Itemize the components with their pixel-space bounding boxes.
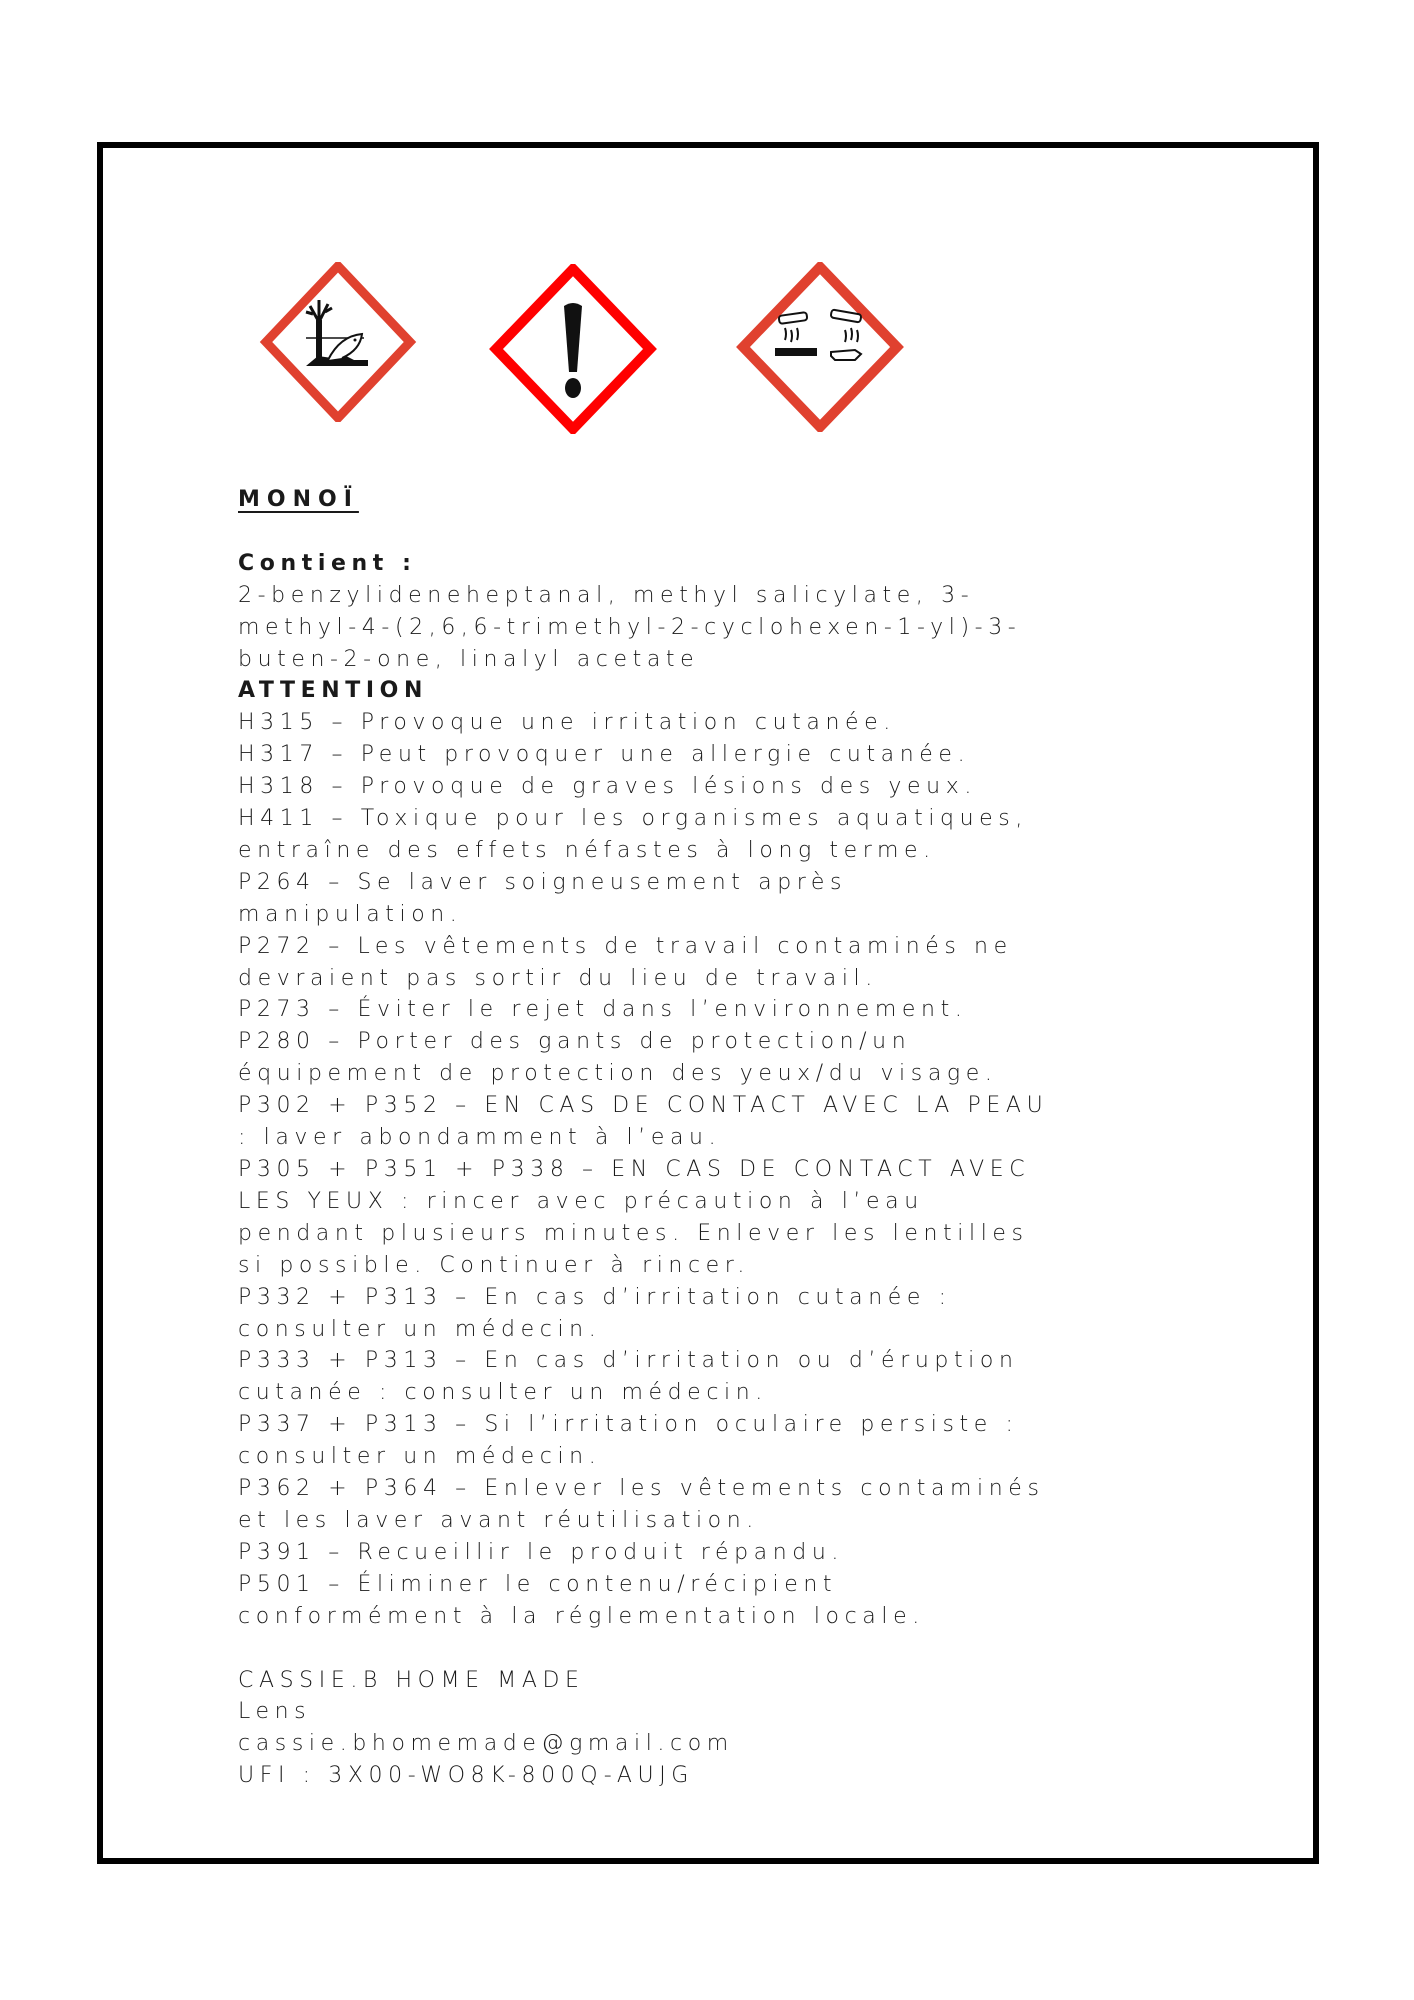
contains-heading: Contient : — [238, 550, 417, 576]
hazard-precaution-statements — [238, 707, 1198, 1632]
statement-line: équipement de protection des yeux/du visage. — [238, 1061, 998, 1087]
statement-line: P337 + P313 – Si l’irritation oculaire persiste : — [238, 1412, 1019, 1438]
supplier-name: CASSIE.B HOME MADE — [238, 1667, 585, 1693]
contains-line: buten-2-one, linalyl acetate — [238, 646, 700, 672]
statement-line: pendant plusieurs minutes. Enlever les lentilles — [238, 1220, 1029, 1246]
statement-line: P273 – Éviter le rejet dans l’environnement. — [238, 997, 968, 1023]
statement-line: cutanée : consulter un médecin. — [238, 1380, 768, 1406]
statement-line: consulter un médecin. — [238, 1444, 602, 1470]
statement-line: : laver abondamment à l’eau. — [238, 1125, 722, 1151]
statement-line: H317 – Peut provoquer une allergie cutanée. — [238, 742, 971, 768]
statement-line: LES YEUX : rincer avec précaution à l’eau — [238, 1188, 924, 1214]
statement-line: H411 – Toxique pour les organismes aquatiques, — [238, 806, 1028, 832]
statement-line: et les laver avant réutilisation. — [238, 1507, 759, 1533]
statement-line: P302 + P352 – EN CAS DE CONTACT AVEC LA PEAU — [238, 1093, 1049, 1119]
exclamation-icon — [488, 264, 658, 434]
statement-line: si possible. Continuer à rincer. — [238, 1252, 751, 1278]
statement-line: P332 + P313 – En cas d’irritation cutanée : — [238, 1284, 952, 1310]
statement-line: P391 – Recueillir le produit répandu. — [238, 1539, 844, 1565]
hazard-pictograms — [0, 256, 1414, 436]
contains-line: 2-benzylideneheptanal, methyl salicylate, 3- — [238, 582, 975, 608]
statement-line: P333 + P313 – En cas d’irritation ou d’éruption — [238, 1348, 1019, 1374]
supplier-email: cassie.bhomemade@gmail.com — [238, 1731, 734, 1757]
statement-line: P272 – Les vêtements de travail contaminés ne — [238, 933, 1013, 959]
product-title: MONOÏ — [238, 487, 359, 512]
statement-line: P362 + P364 – Enlever les vêtements contaminés — [238, 1476, 1045, 1502]
contains-line: methyl-4-(2,6,6-trimethyl-2-cyclohexen-1-yl)-3- — [238, 614, 1022, 640]
statement-line: conformément à la réglementation locale. — [238, 1603, 925, 1629]
signal-word: ATTENTION — [238, 678, 428, 704]
statement-line: P264 – Se laver soigneusement après — [238, 869, 848, 895]
statement-line: P305 + P351 + P338 – EN CAS DE CONTACT AVEC — [238, 1157, 1031, 1183]
statement-line: consulter un médecin. — [238, 1316, 602, 1342]
corrosive-icon — [735, 262, 905, 432]
statement-line: devraient pas sortir du lieu de travail. — [238, 965, 878, 991]
supplier-city: Lens — [238, 1699, 312, 1725]
ufi-code: UFI : 3X00-WO8K-800Q-AUJG — [238, 1763, 694, 1789]
statement-line: P280 – Porter des gants de protection/un — [238, 1029, 912, 1055]
statement-line: manipulation. — [238, 901, 463, 927]
statement-line: H315 – Provoque une irritation cutanée. — [238, 710, 896, 736]
statement-line: entraîne des effets néfastes à long terme. — [238, 837, 936, 863]
supplier-info — [238, 1665, 1198, 1793]
environment-hazard-icon — [258, 262, 418, 422]
statement-line: P501 – Éliminer le contenu/récipient — [238, 1571, 838, 1597]
statement-line: H318 – Provoque de graves lésions des yeux. — [238, 774, 977, 800]
label-content — [238, 484, 1198, 1792]
